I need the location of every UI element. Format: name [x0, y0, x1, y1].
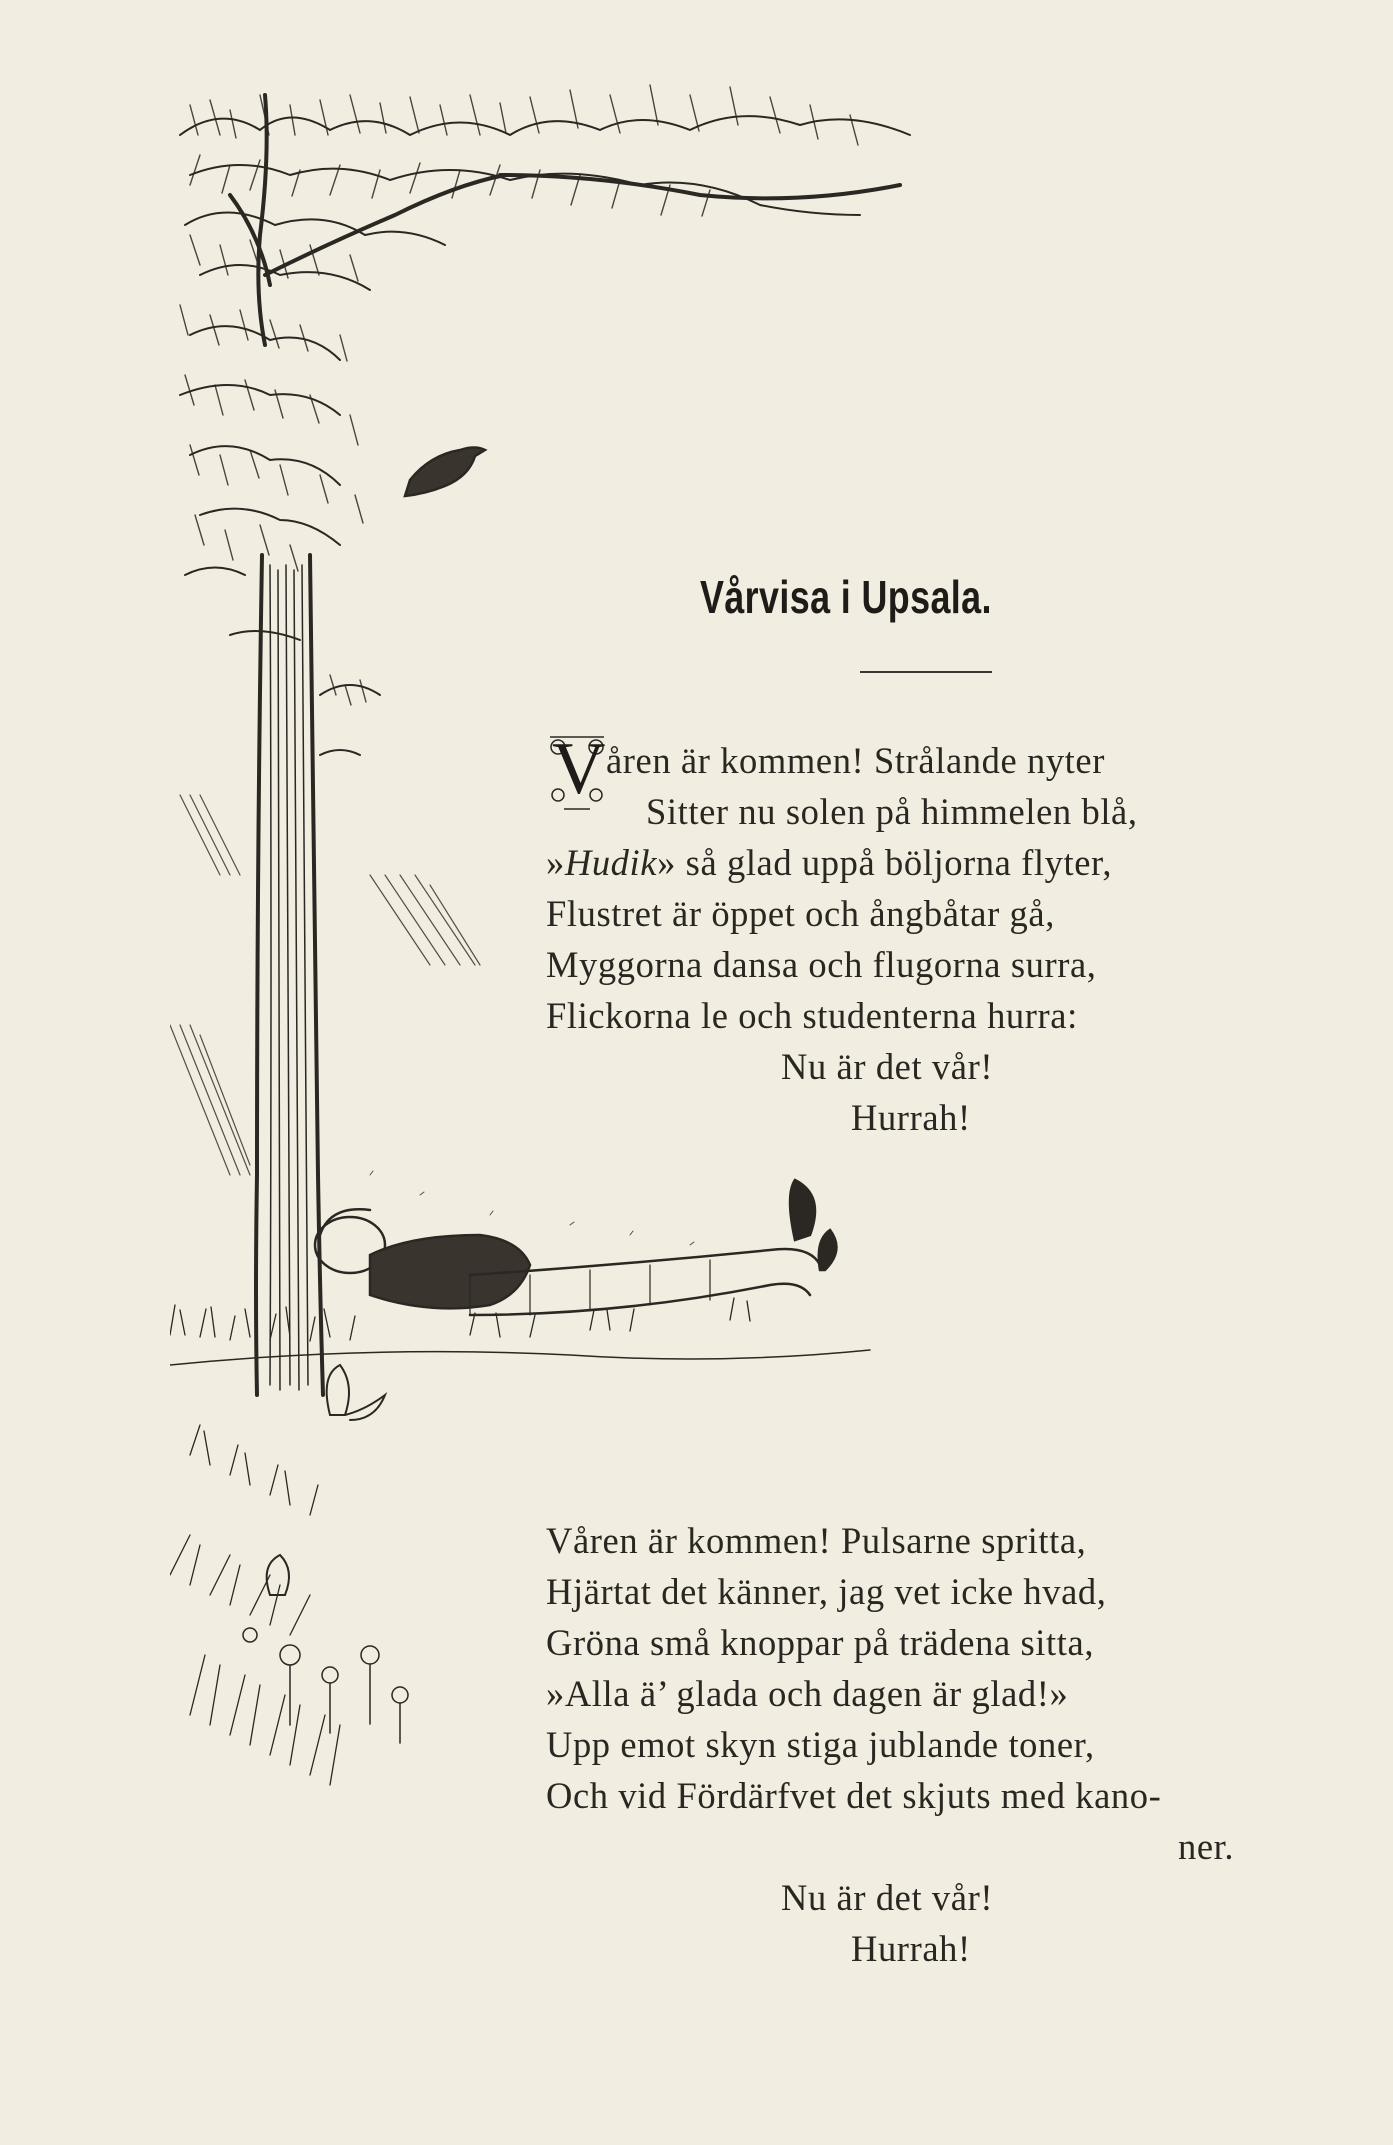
dropcap-ornament-icon [544, 729, 610, 811]
refrain-line: Nu är det vår! [781, 1877, 994, 1918]
verse-line: Flickorna le och studenterna hurra: [546, 995, 1078, 1036]
tree-trunk-icon [256, 555, 323, 1395]
verse-line: Sitter nu solen på himmelen blå, [646, 791, 1138, 832]
quote-mark: » [546, 842, 565, 883]
stanza-2 [546, 1515, 1234, 1974]
verse-line-continuation: ner. [1178, 1826, 1235, 1867]
reclining-student-icon [315, 1180, 836, 1315]
refrain-line: Nu är det vår! [781, 1046, 994, 1087]
poem-title: Vårvisa i Upsala. [700, 571, 992, 623]
title-divider [860, 671, 992, 673]
verse-line: Flustret är öppet och ångbåtar gå, [546, 893, 1055, 934]
verse-line: Upp emot skyn stiga jublande toner, [546, 1724, 1095, 1765]
refrain-line: Hurrah! [851, 1928, 971, 1969]
dropcap-letter: V [552, 728, 607, 810]
verse-line [546, 728, 1138, 810]
verse-line: »Alla ä’ glada och dagen är glad!» [546, 1673, 1069, 1714]
foliage-icon [180, 116, 910, 755]
italic-word: Hudik [564, 842, 658, 883]
flowers-icon [243, 1628, 408, 1743]
verse-line: Och vid Fördärfvet det skjuts med kano- [546, 1775, 1162, 1816]
stanza-1 [546, 728, 1138, 1143]
verse-line: Myggorna dansa och flugorna surra, [546, 944, 1097, 985]
bird-icon [405, 448, 485, 497]
verse-line: Våren är kommen! Pulsarne spritta, [546, 1520, 1087, 1561]
branches-icon [230, 95, 900, 345]
verse-text: åren är kommen! Strålande nyter [606, 740, 1105, 781]
verse-line [546, 837, 1138, 888]
refrain-line: Hurrah! [851, 1097, 971, 1138]
verse-text: » så glad uppå böljorna flyter, [657, 842, 1113, 883]
butterfly-icon [327, 1365, 385, 1420]
verse-line: Hjärtat det känner, jag vet icke hvad, [546, 1571, 1107, 1612]
verse-line: Gröna små knoppar på trädena sitta, [546, 1622, 1095, 1663]
